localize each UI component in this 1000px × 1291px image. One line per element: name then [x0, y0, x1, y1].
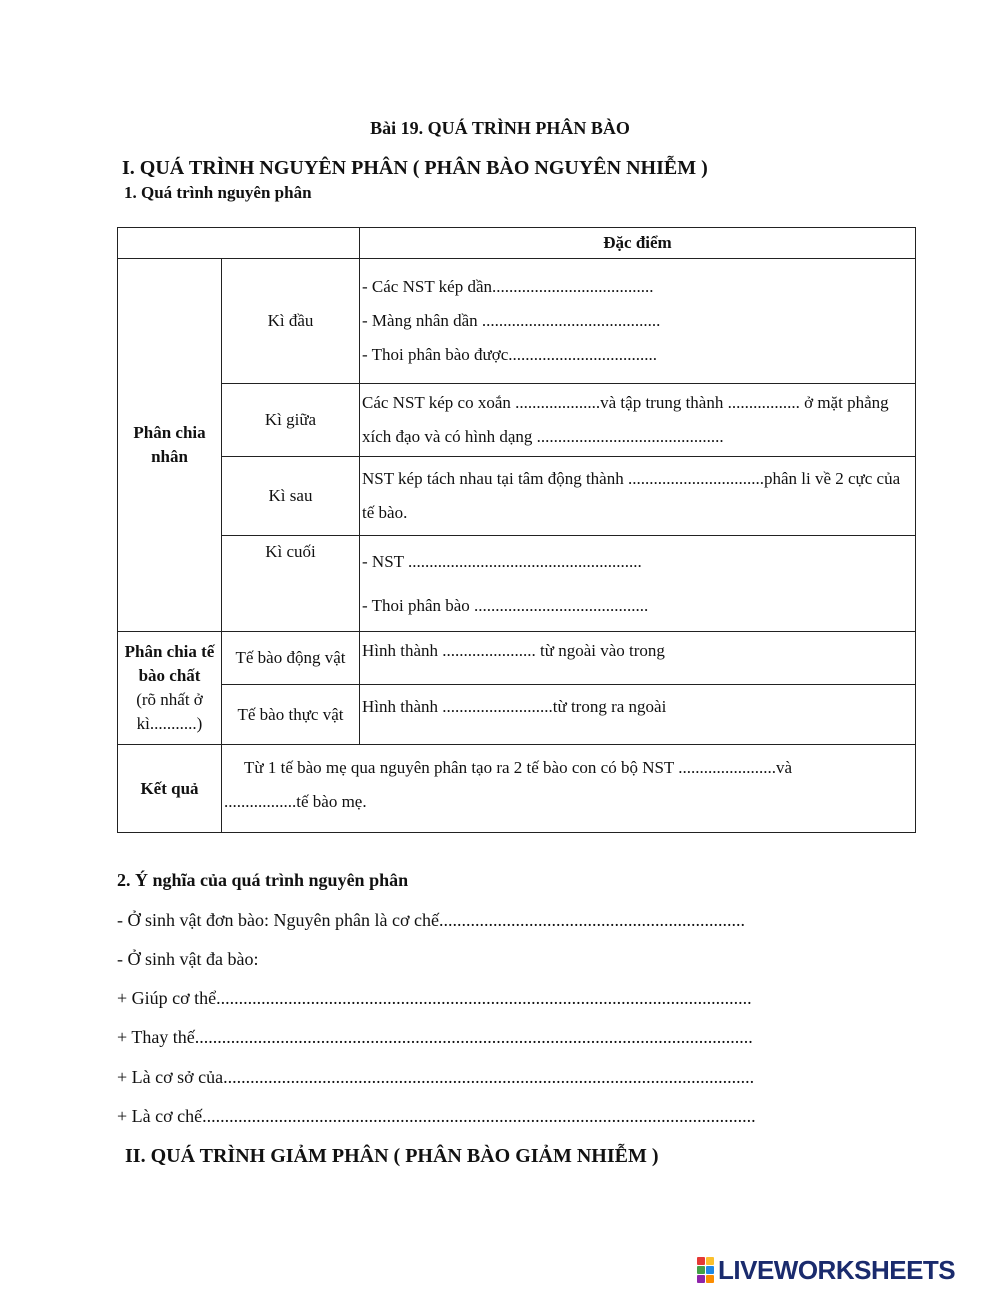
liveworksheets-logo-text: LIVEWORKSHEETS: [718, 1254, 956, 1285]
section1-heading: I. QUÁ TRÌNH NGUYÊN PHÂN ( PHÂN BÀO NGUYÊN NHIỄM ): [122, 157, 708, 179]
phan-chia-te-bao-chat-bold: Phân chia tế bào chất: [124, 642, 215, 685]
ki-cuoi-line-1: - NST .......................................................: [362, 551, 642, 571]
ki-giua-text: Các NST kép co xoắn ....................và tập trung thành ................. ở mặt phẳng xích đạo và có hình dạng ............................................: [362, 393, 889, 446]
ket-qua-label: Kết quả: [118, 745, 222, 833]
y-nghia-line-1: - Ở sinh vật đơn bào: Nguyên phân là cơ chế....................................................................: [117, 910, 745, 930]
ki-dau-line-2: - Màng nhân dần ..........................................: [362, 311, 661, 330]
ki-sau-content: [360, 457, 916, 536]
ki-cuoi-content: [360, 536, 916, 632]
liveworksheets-logo: [697, 1256, 955, 1284]
ki-cuoi-label: Kì cuối: [222, 536, 360, 632]
ki-sau-text: NST kép tách nhau tại tâm động thành ................................phân li về 2 cực của tế bào.: [362, 469, 901, 522]
ket-qua-content: [222, 745, 916, 833]
te-bao-dong-vat-text: Hình thành ...................... từ ngoài vào trong: [362, 641, 665, 660]
section3-heading: II. QUÁ TRÌNH GIẢM PHÂN ( PHÂN BÀO GIẢM NHIỄM ): [125, 1145, 659, 1167]
ket-qua-line-1: Từ 1 tế bào mẹ qua nguyên phân tạo ra 2 tế bào con có bộ NST .......................và: [244, 758, 793, 777]
te-bao-dong-vat-content: [360, 632, 916, 685]
subsection1-heading: 1. Quá trình nguyên phân: [124, 183, 312, 202]
y-nghia-line-5: + Là cơ sở của......................................................................................................................: [117, 1067, 755, 1087]
ki-dau-label: Kì đầu: [222, 259, 360, 384]
ki-giua-label: Kì giữa: [222, 384, 360, 457]
mitosis-table: [117, 227, 916, 833]
y-nghia-line-3: + Giúp cơ thể.......................................................................................................................: [117, 988, 752, 1008]
te-bao-thuc-vat-text: Hình thành ..........................từ trong ra ngoài: [362, 697, 667, 716]
ki-cuoi-line-2: - Thoi phân bào .........................................: [362, 595, 649, 615]
phan-chia-nhan-label: [118, 259, 222, 632]
te-bao-thuc-vat-content: [360, 685, 916, 745]
y-nghia-line-4: + Thay thế............................................................................................................................: [117, 1027, 753, 1047]
phan-chia-nhan-text: Phân chia nhân: [133, 423, 206, 466]
y-nghia-line-6: + Là cơ chế...........................................................................................................................: [117, 1106, 756, 1126]
ki-dau-content: [360, 259, 916, 384]
page-title: Bài 19. QUÁ TRÌNH PHÂN BÀO: [370, 118, 630, 138]
ki-giua-content: [360, 384, 916, 457]
te-bao-dong-vat-label: Tế bào động vật: [222, 632, 360, 685]
header-dac-diem: Đặc điểm: [360, 228, 916, 259]
ket-qua-line-2: .................tế bào mẹ.: [224, 792, 367, 811]
y-nghia-line-2: - Ở sinh vật đa bào:: [117, 949, 259, 969]
te-bao-thuc-vat-label: Tế bào thực vật: [222, 685, 360, 745]
liveworksheets-logo-icon: [697, 1257, 714, 1283]
ki-dau-line-1: - Các NST kép dần......................................: [362, 277, 654, 296]
phan-chia-te-bao-chat-note: (rõ nhất ở kì...........): [136, 690, 203, 733]
header-empty-cell: [118, 228, 360, 259]
section2-heading: 2. Ý nghĩa của quá trình nguyên phân: [117, 870, 409, 890]
ki-sau-label: Kì sau: [222, 457, 360, 536]
ki-dau-line-3: - Thoi phân bào được...................................: [362, 345, 658, 364]
phan-chia-te-bao-chat-label: [118, 632, 222, 745]
